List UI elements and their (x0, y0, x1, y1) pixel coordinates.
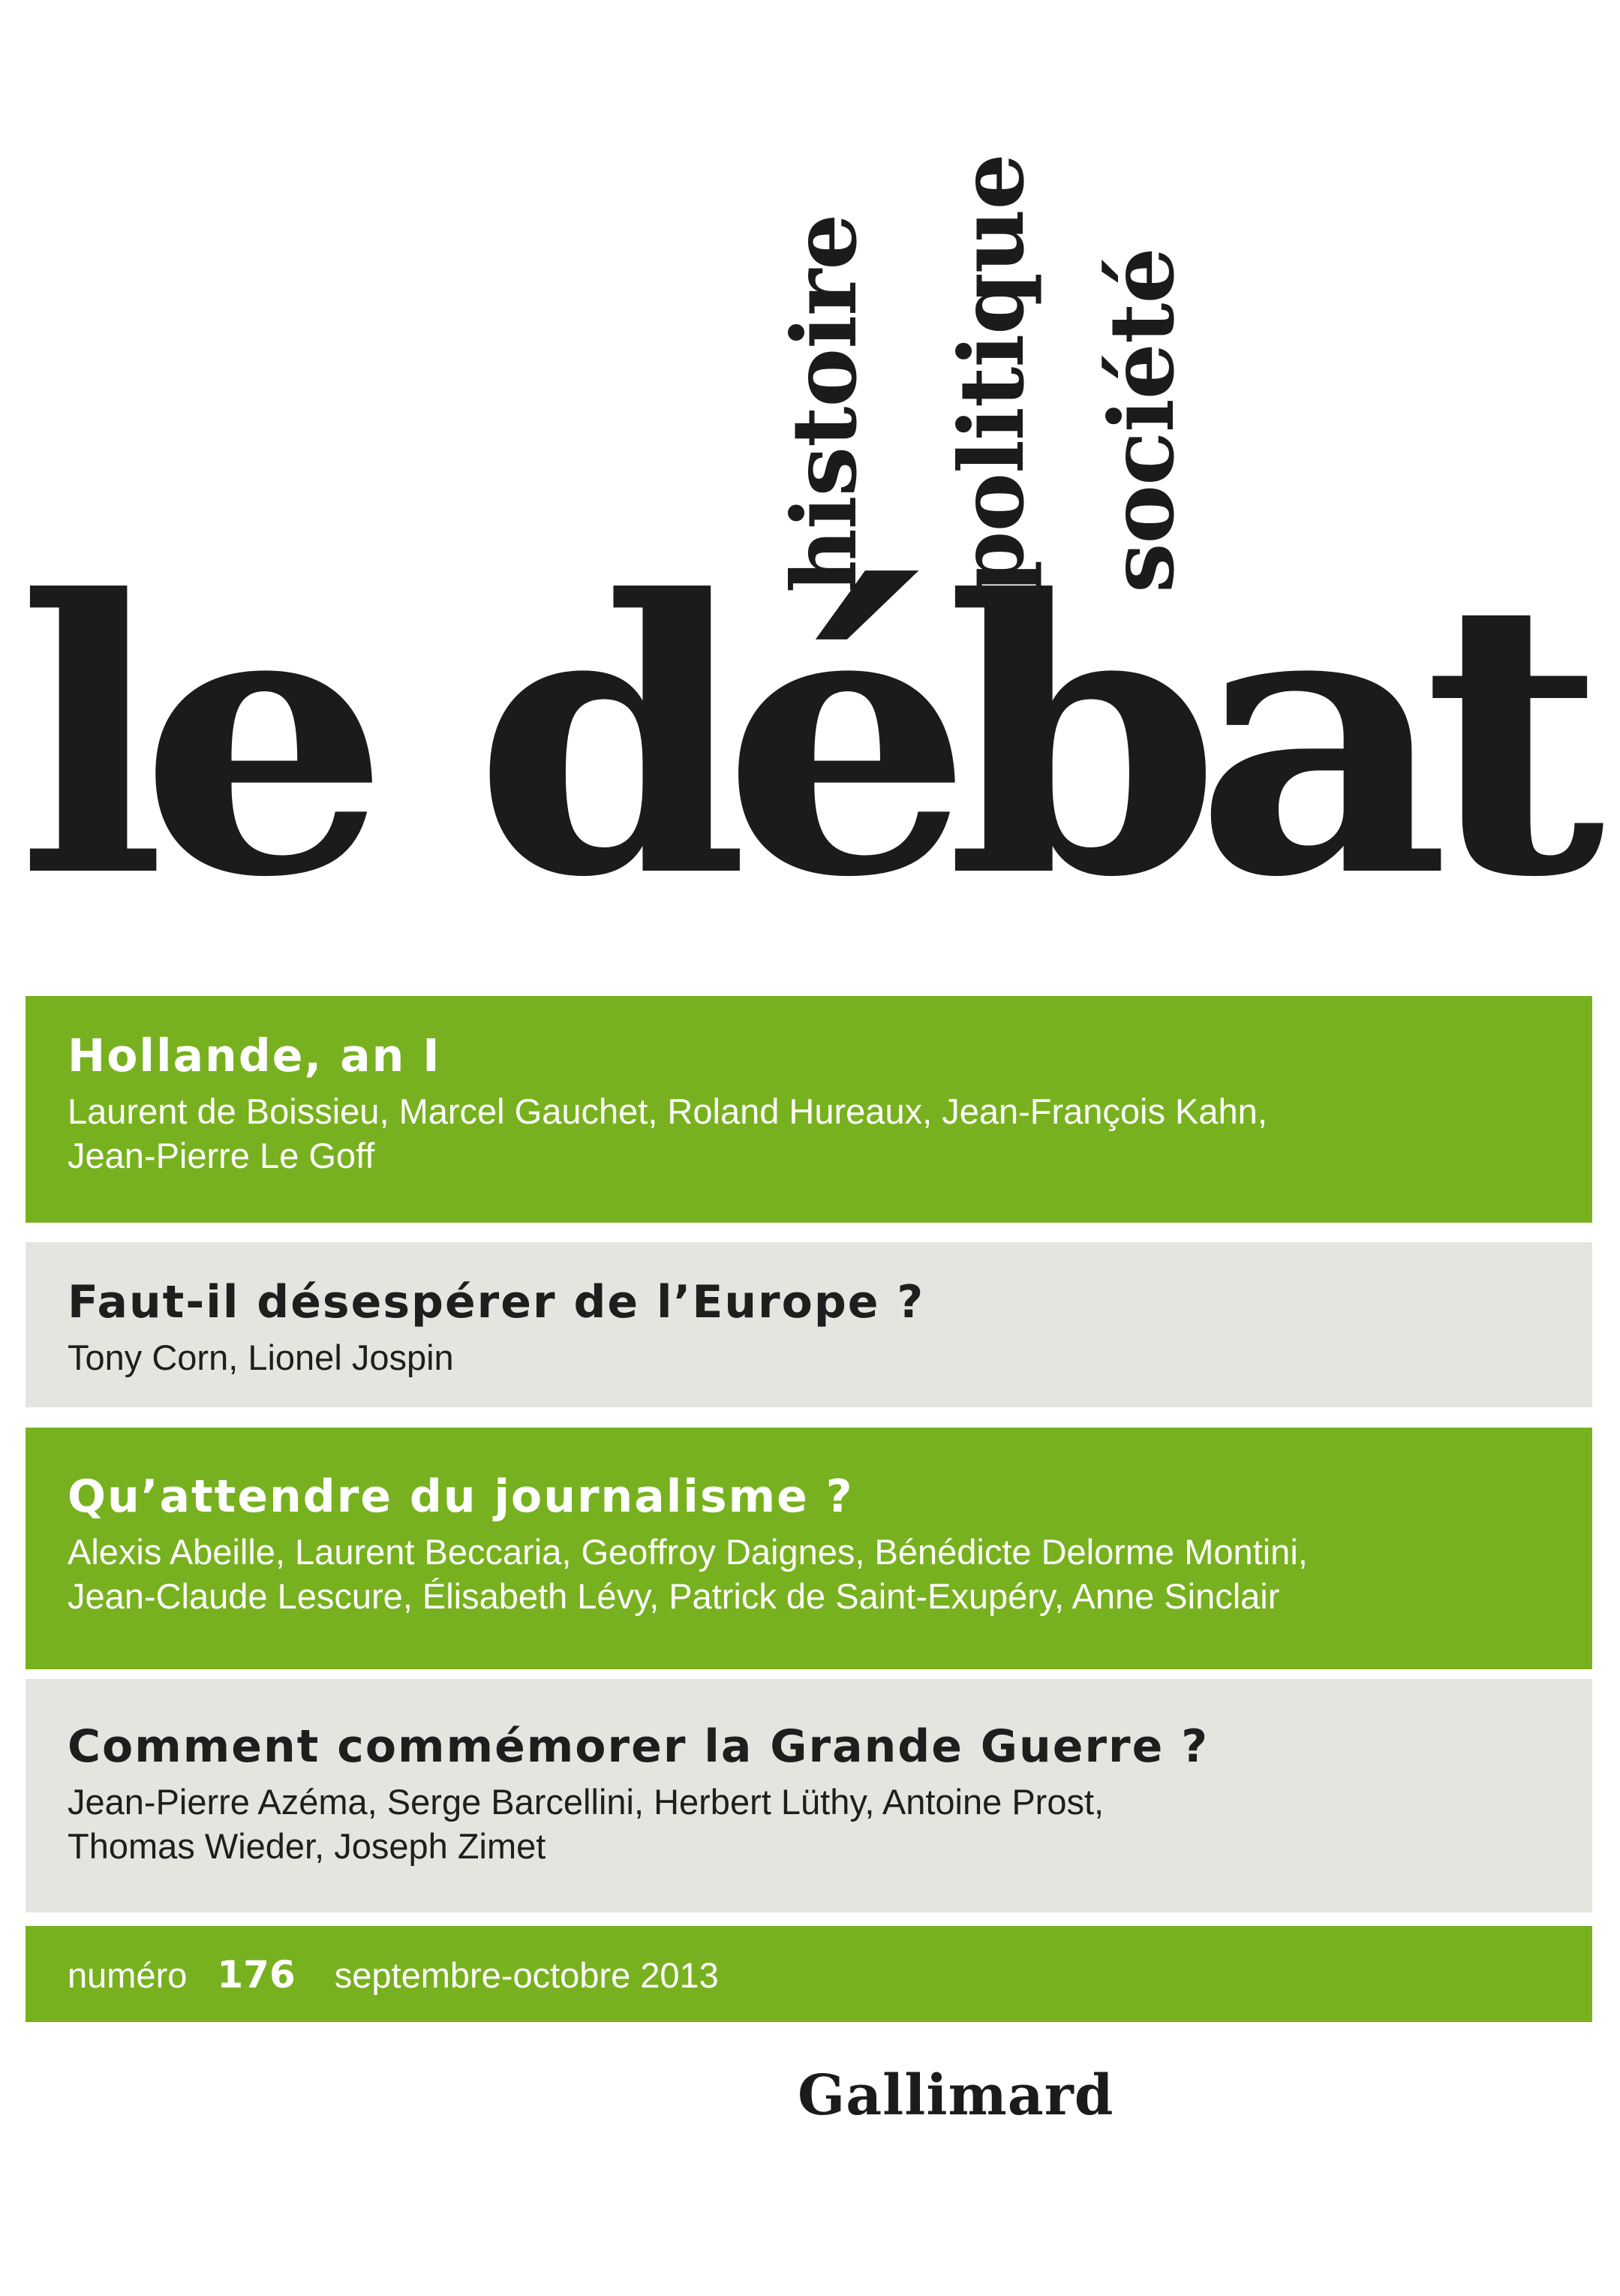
section-authors: Laurent de Boissieu, Marcel Gauchet, Roland Hureaux, Jean-François Kahn, Jean-Pierre Le Goff (68, 1091, 1267, 1175)
section-title: Qu’attendre du journalisme ? (68, 1470, 854, 1523)
issue-number: 176 (217, 1953, 296, 1997)
section-journalisme (26, 1428, 1592, 1669)
masthead-title: le débat (17, 519, 1579, 959)
tagline-histoire: histoire (772, 214, 876, 593)
section-europe (26, 1242, 1592, 1407)
section-authors: Alexis Abeille, Laurent Beccaria, Geoffroy Daignes, Bénédicte Delorme Montini, Jean-Claude Lescure, Élisabeth Lévy, Patrick de Saint-Exupéry, Anne Sinclair (68, 1532, 1308, 1616)
section-authors: Tony Corn, Lionel Jospin (68, 1338, 454, 1377)
issue-band (26, 1926, 1592, 2022)
issue-date: septembre-octobre 2013 (334, 1955, 719, 1995)
section-hollande (26, 996, 1592, 1223)
tagline-societe: société (1090, 248, 1194, 593)
tagline-politique: politique (939, 154, 1044, 593)
section-grande-guerre (26, 1679, 1592, 1912)
section-title: Faut-il désespérer de l’Europe ? (68, 1276, 925, 1329)
issue-label: numéro (68, 1955, 188, 1995)
section-authors: Jean-Pierre Azéma, Serge Barcellini, Herbert Lüthy, Antoine Prost, Thomas Wieder, Joseph Zimet (68, 1782, 1105, 1866)
publisher-name: Gallimard (798, 2063, 1114, 2128)
section-title: Hollande, an I (68, 1030, 441, 1082)
issue-info (68, 1953, 1592, 1997)
section-title: Comment commémorer la Grande Guerre ? (68, 1720, 1210, 1773)
